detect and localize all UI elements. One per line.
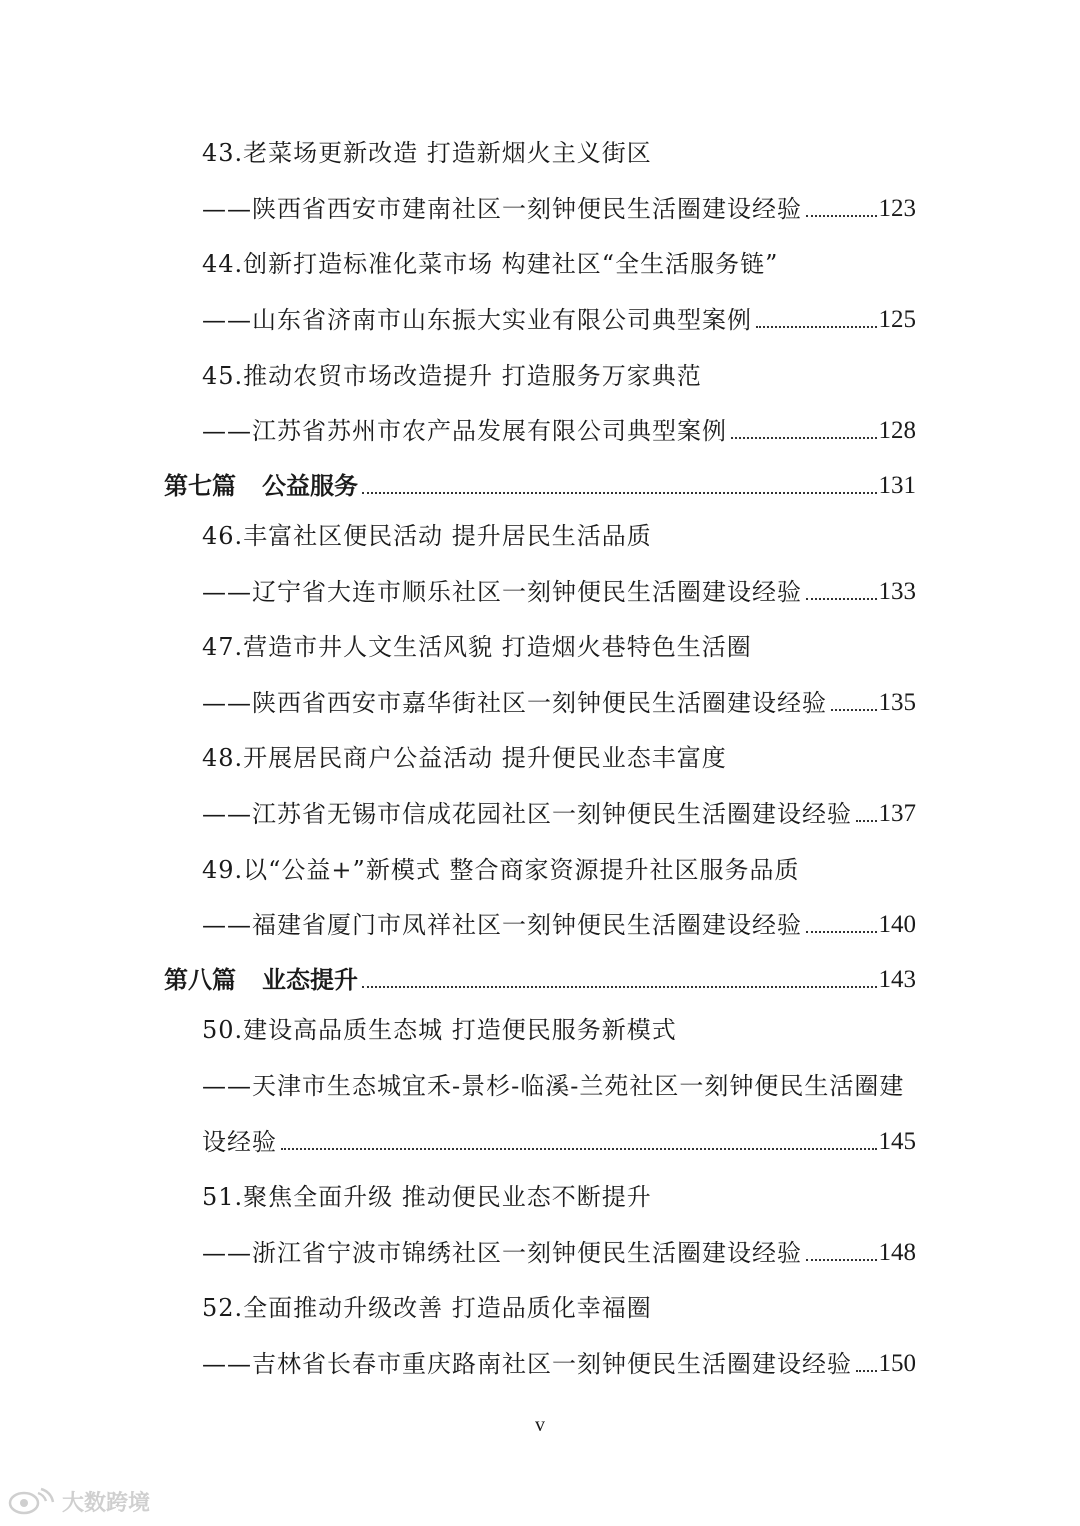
toc-entry-title[interactable] <box>202 239 918 279</box>
toc-entry-subtitle[interactable] <box>202 567 916 607</box>
toc-entry-text: 52.全面推动升级改善 打造品质化幸福圈 <box>202 1294 652 1322</box>
toc-page-number: 131 <box>878 472 916 499</box>
toc-entry-text: ——山东省济南市山东振大实业有限公司典型案例 <box>202 306 752 334</box>
toc-entry-subtitle[interactable] <box>202 900 916 940</box>
chapter-label: 第八篇 <box>164 965 236 994</box>
dot-leader <box>831 709 877 711</box>
toc-entry-text: ——福建省厦门市凤祥社区一刻钟便民生活圈建设经验 <box>202 911 802 939</box>
dot-leader <box>731 437 877 439</box>
toc-entry-text: 设经验 <box>202 1128 277 1156</box>
dot-leader <box>856 820 877 822</box>
toc-entry-text: ——陕西省西安市建南社区一刻钟便民生活圈建设经验 <box>202 195 802 223</box>
toc-entry-title[interactable] <box>202 351 918 391</box>
chapter-label: 第七篇 <box>164 471 236 500</box>
dot-leader <box>806 1259 877 1261</box>
toc-entry-text: ——吉林省长春市重庆路南社区一刻钟便民生活圈建设经验 <box>202 1350 852 1378</box>
toc-entry-subtitle-continued[interactable] <box>202 1117 916 1157</box>
toc-entry-subtitle[interactable] <box>202 789 916 829</box>
toc-page-number: 128 <box>878 417 916 444</box>
dot-leader <box>362 986 877 988</box>
toc-entry-subtitle[interactable] <box>202 1228 916 1268</box>
toc-page-number: 125 <box>878 306 916 333</box>
toc-page-number: 150 <box>878 1350 916 1377</box>
toc-entry-text: ——天津市生态城宜禾-景杉-临溪-兰苑社区一刻钟便民生活圈建 <box>202 1072 905 1100</box>
dot-leader <box>281 1148 877 1150</box>
toc-entry-subtitle[interactable] <box>202 295 916 335</box>
watermark <box>8 1484 150 1518</box>
toc-entry-text: ——浙江省宁波市锦绣社区一刻钟便民生活圈建设经验 <box>202 1239 802 1267</box>
toc-page-number: 123 <box>878 195 916 222</box>
toc-entry-title[interactable] <box>202 1172 918 1212</box>
toc-entry-text: 46.丰富社区便民活动 提升居民生活品质 <box>202 522 652 550</box>
toc-page-number: 140 <box>878 911 916 938</box>
toc-entry-text: 49.以“公益+”新模式 整合商家资源提升社区服务品质 <box>202 856 800 884</box>
toc-entry-text: 48.开展居民商户公益活动 提升便民业态丰富度 <box>202 744 727 772</box>
toc-entry-title[interactable] <box>202 733 918 773</box>
toc-entry-title[interactable] <box>202 1005 918 1045</box>
toc-page-number: 148 <box>878 1239 916 1266</box>
toc-entry-text: ——江苏省无锡市信成花园社区一刻钟便民生活圈建设经验 <box>202 800 852 828</box>
toc-page-number: 145 <box>878 1128 916 1155</box>
toc-page-number: 137 <box>878 800 916 827</box>
toc-page-number: 143 <box>878 966 916 993</box>
page-number: v <box>535 1414 545 1436</box>
toc-entry-title[interactable] <box>202 1283 918 1323</box>
dot-leader <box>756 326 877 328</box>
dot-leader <box>856 1370 877 1372</box>
toc-entry-subtitle[interactable] <box>202 184 916 224</box>
toc-chapter-heading[interactable] <box>164 461 916 501</box>
toc-entry-text: ——江苏省苏州市农产品发展有限公司典型案例 <box>202 417 727 445</box>
toc-page-number: 133 <box>878 578 916 605</box>
watermark-text: 大数跨境 <box>62 1490 151 1516</box>
chapter-name: 业态提升 <box>262 965 358 994</box>
dot-leader <box>806 598 877 600</box>
toc-entry-title[interactable] <box>202 845 918 885</box>
chapter-name: 公益服务 <box>262 471 358 500</box>
toc-entry-title[interactable] <box>202 511 918 551</box>
toc-entry-subtitle[interactable] <box>202 678 916 718</box>
toc-entry-subtitle[interactable] <box>202 406 916 446</box>
toc-entry-subtitle[interactable] <box>202 1339 916 1379</box>
dot-leader <box>806 215 877 217</box>
toc-entry-text: 43.老菜场更新改造 打造新烟火主义街区 <box>202 139 652 167</box>
dot-leader <box>362 492 877 494</box>
toc-entry-text: 45.推动农贸市场改造提升 打造服务万家典范 <box>202 362 702 390</box>
toc-page-number: 135 <box>878 689 916 716</box>
weibo-eye-logo-icon <box>8 1487 56 1515</box>
toc-entry-text: 47.营造市井人文生活风貌 打造烟火巷特色生活圈 <box>202 633 752 661</box>
toc-entry-title[interactable] <box>202 622 918 662</box>
toc-entry-text: ——陕西省西安市嘉华街社区一刻钟便民生活圈建设经验 <box>202 689 827 717</box>
toc-entry-subtitle-wrapped[interactable] <box>202 1061 918 1101</box>
toc-entry-text: 44.创新打造标准化菜市场 构建社区“全生活服务链” <box>202 250 779 278</box>
toc-entry-text: 51.聚焦全面升级 推动便民业态不断提升 <box>202 1183 652 1211</box>
toc-entry-text: ——辽宁省大连市顺乐社区一刻钟便民生活圈建设经验 <box>202 578 802 606</box>
toc-entry-title[interactable] <box>202 128 918 168</box>
toc-chapter-heading[interactable] <box>164 955 916 995</box>
toc-entry-text: 50.建设高品质生态城 打造便民服务新模式 <box>202 1016 677 1044</box>
dot-leader <box>806 931 877 933</box>
